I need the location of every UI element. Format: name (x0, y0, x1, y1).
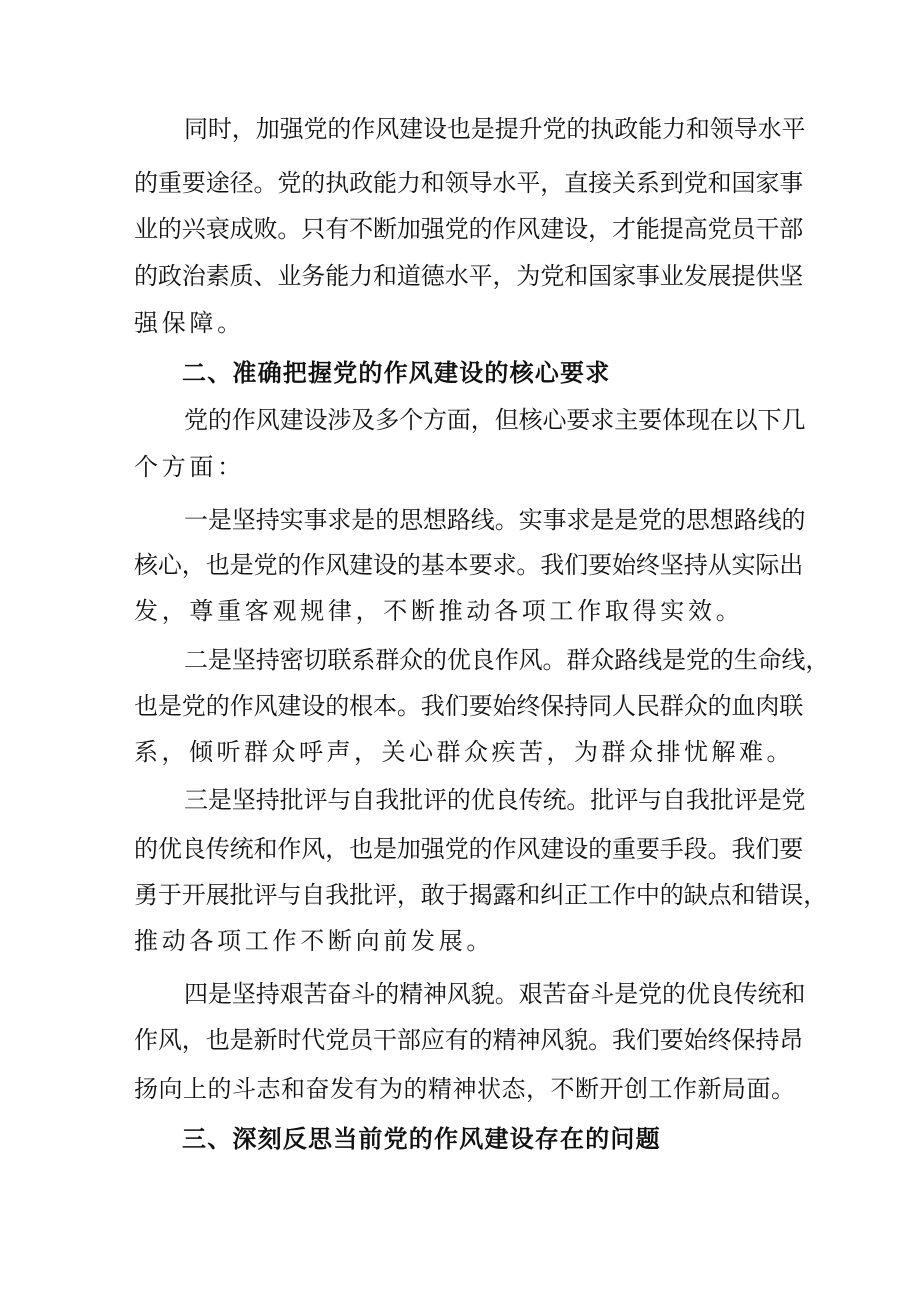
paragraph-line: 业的兴衰成败。只有不断加强党的作风建设，才能提高党员干部 (134, 215, 804, 243)
paragraph-line: 的政治素质、业务能力和道德水平，为党和国家事业发展提供坚 (134, 262, 804, 290)
paragraph-line: 的重要途径。党的执政能力和领导水平，直接关系到党和国家事 (134, 169, 804, 197)
paragraph-line: 同时，加强党的作风建设也是提升党的执政能力和领导水平 (184, 115, 806, 143)
paragraph-line: 推动各项工作不断向前发展。 (134, 927, 495, 955)
paragraph-line: 发，尊重客观规律，不断推动各项工作取得实效。 (134, 597, 744, 625)
paragraph-line: 扬向上的斗志和奋发有为的精神状态，不断开创工作新局面。 (134, 1075, 796, 1103)
paragraph-line: 四是坚持艰苦奋斗的精神风貌。艰苦奋斗是党的优良传统和 (184, 980, 806, 1008)
paragraph-line: 作风，也是新时代党员干部应有的精神风貌。我们要始终保持昂 (134, 1026, 804, 1054)
paragraph-line: 核心，也是党的作风建设的基本要求。我们要始终坚持从实际出 (134, 551, 804, 579)
paragraph-line: 个方面： (134, 453, 245, 481)
paragraph-line: 二是坚持密切联系群众的优良作风。群众路线是党的生命线， (184, 646, 830, 674)
paragraph-line: 也是党的作风建设的根本。我们要始终保持同人民群众的血肉联 (134, 692, 804, 720)
paragraph-line: 勇于开展批评与自我批评，敢于揭露和纠正工作中的缺点和错误， (134, 881, 828, 909)
section-heading: 三、深刻反思当前党的作风建设存在的问题 (182, 1125, 661, 1153)
paragraph-line: 一是坚持实事求是的思想路线。实事求是是党的思想路线的 (184, 506, 806, 534)
paragraph-line: 强保障。 (134, 309, 245, 337)
paragraph-line: 系，倾听群众呼声，关心群众疾苦，为群众排忧解难。 (134, 738, 794, 766)
paragraph-line: 党的作风建设涉及多个方面，但核心要求主要体现在以下几 (184, 406, 806, 434)
section-heading: 二、准确把握党的作风建设的核心要求 (182, 359, 611, 387)
paragraph-line: 三是坚持批评与自我批评的优良传统。批评与自我批评是党 (184, 786, 806, 814)
paragraph-line: 的优良传统和作风，也是加强党的作风建设的重要手段。我们要 (134, 835, 804, 863)
